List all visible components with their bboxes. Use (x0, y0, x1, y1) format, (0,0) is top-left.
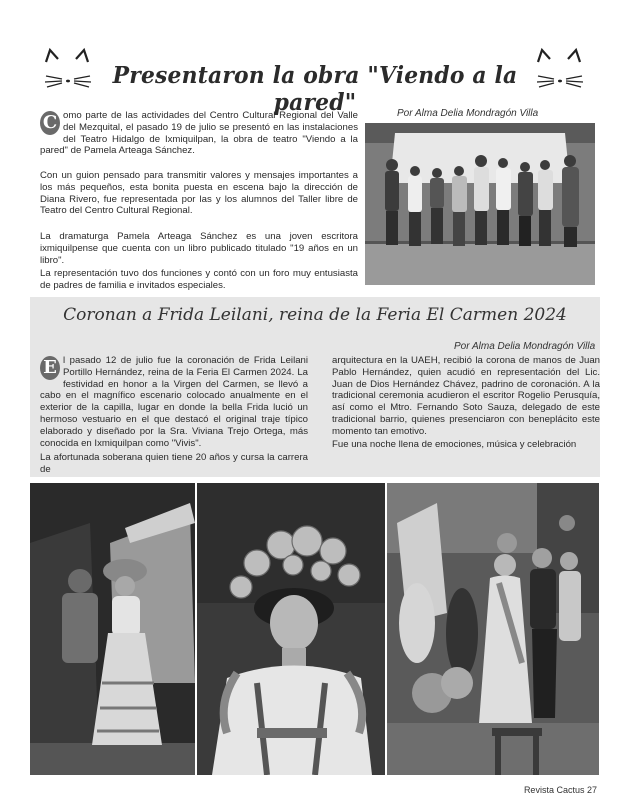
article2-paragraph-4: Fue una noche llena de emociones, música y celebración (332, 439, 577, 450)
page-footer (524, 785, 597, 795)
article1-paragraph-1: C omo parte de las actividades del Centro Cultural Regional del Valle del Mezquital, el pasado 19 de julio se presentó en las instalaciones del Teatro Hidalgo de Ixmiquilpan, la obra de teatro "Viendo a la pared" de Pamela Arteaga Sánchez. (40, 110, 358, 157)
page-number: 27 (586, 785, 597, 795)
magazine-name: Revista Cactus (523, 785, 585, 795)
photo-coronation-chapel (387, 483, 599, 775)
article1-paragraph-2: Con un guion pensado para transmitir valores y mensajes importantes a los más pequeños, esta bonita puesta en escena bajo la dirección de Diana Rivero, fue representada por las y los alumnos del Taller libre de Teatro del Centro Cultural Regional. (40, 170, 358, 217)
article2-paragraph-3: arquitectura en la UAEH, recibió la corona de manos de Juan Pablo Hernández, quien acudió en representación del Lic. Juan de Dios Hernández Chávez, padrino de coronación. A la tradicional ceremonia acudieron el escritor Rogelio Perusquía, así como el Mtro. Fernando Soto Sauza, delegado de este tradicional barrio, quienes presenciaron con beneplácito este momento tan emotivo. (332, 355, 600, 437)
photo-queen-portrait (197, 483, 385, 775)
cat-face-icon-left (40, 46, 96, 96)
cat-face-icon-right (532, 46, 588, 96)
article1-dropcap: C (40, 111, 60, 135)
photo-theatre-cast (365, 123, 595, 285)
article1-title: Presentaron la obra "Viendo a la pared" (112, 62, 518, 116)
article1-byline: Por Alma Delia Mondragón Villa (397, 108, 539, 119)
photo-queen-with-escort (30, 483, 195, 775)
article2-paragraph-2: La afortunada soberana quien tiene 20 años y cursa la carrera de (40, 452, 308, 475)
article2-byline: Por Alma Delia Mondragón Villa (454, 341, 596, 352)
article2-paragraph-1: E l pasado 12 de julio fue la coronación de Frida Leilani Portillo Hernández, reina de la Feria El Carmen 2024. La festividad en honor a la Virgen del Carmen, se llevó a cabo en el magnífico escenario colocado anualmente en el exterior de la capilla, lugar en donde la bella Frida lució un hermoso vestuario en el que destacó el original traje típico elaborado y diseñado por la Sra. Viviana Trejo Ortega, más conocida en Ixmiquilpan como "Vivis". (40, 355, 308, 449)
article2-title: Coronan a Frida Leilani, reina de la Feria El Carmen 2024 (63, 305, 567, 325)
article1-paragraph-3: La dramaturga Pamela Arteaga Sánchez es una joven escritora ixmiquilpense que cuenta con un libro publicado titulado "19 años en un libro". (40, 231, 358, 266)
article2-dropcap: E (40, 356, 60, 380)
article1-paragraph-4: La representación tuvo dos funciones y contó con un foro muy entusiasta de padres de familia e invitados especiales. (40, 268, 358, 291)
